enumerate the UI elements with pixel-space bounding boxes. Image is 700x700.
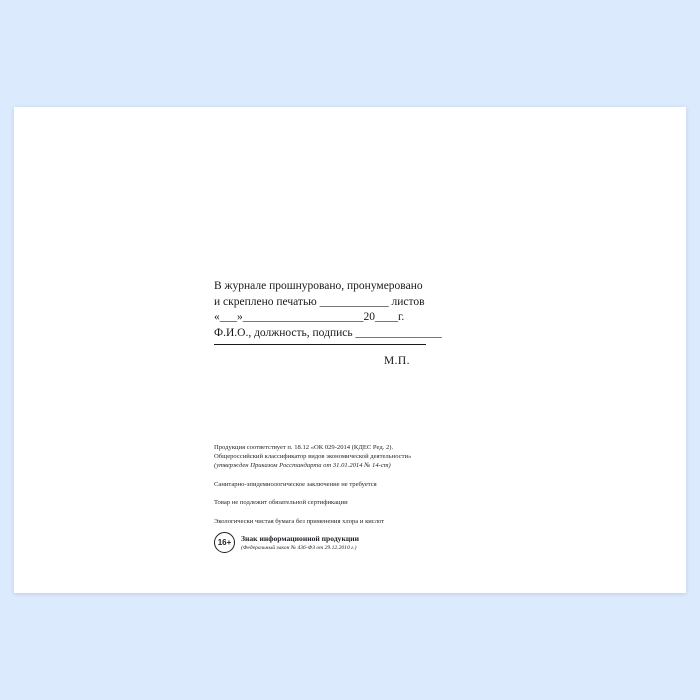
legal-info-block — [214, 443, 544, 526]
certification-block — [214, 279, 514, 345]
document-content — [14, 107, 686, 593]
legal-spacer-1 — [214, 471, 544, 480]
age-rating-badge-icon: 16+ — [214, 532, 235, 553]
legal-spacer-2 — [214, 489, 544, 498]
legal-line-5: Товар не подлежит обязательной сертификации — [214, 499, 348, 507]
age-rating-text — [241, 534, 359, 552]
document-sheet — [14, 107, 686, 593]
legal-spacer-3 — [214, 508, 544, 517]
age-rating-title: Знак информационной продукции — [241, 533, 359, 543]
stamp-place-label: М.П. — [384, 355, 410, 367]
certification-line-3: «___»_____________________20____г. — [214, 311, 405, 323]
legal-line-1: Продукция соответствует п. 18.12 «ОК 029-2014 (КДЕС Ред. 2). — [214, 444, 394, 451]
legal-line-2: Общероссийский классификатор видов экономической деятельности» — [214, 453, 412, 461]
signature-rule — [214, 343, 426, 345]
certification-line-4: Ф.И.О., должность, подпись _______________ — [214, 326, 442, 339]
legal-line-3: (утвержден Приказом Росстандарта от 31.01.2014 № 14-ст) — [214, 462, 391, 470]
certification-line-1: В журнале прошнуровано, пронумеровано — [214, 280, 423, 292]
age-rating-block — [214, 532, 359, 553]
age-rating-subtitle: (Федеральный закон № 436-ФЗ от 29.12.2010 г.) — [241, 544, 357, 551]
certification-line-2: и скреплено печатью ____________ листов — [214, 295, 425, 308]
legal-line-4: Санитарно-эпидемиологическое заключение не требуется — [214, 480, 377, 488]
legal-line-6: Экологически чистая бумага без применения хлора и кислот — [214, 517, 385, 525]
